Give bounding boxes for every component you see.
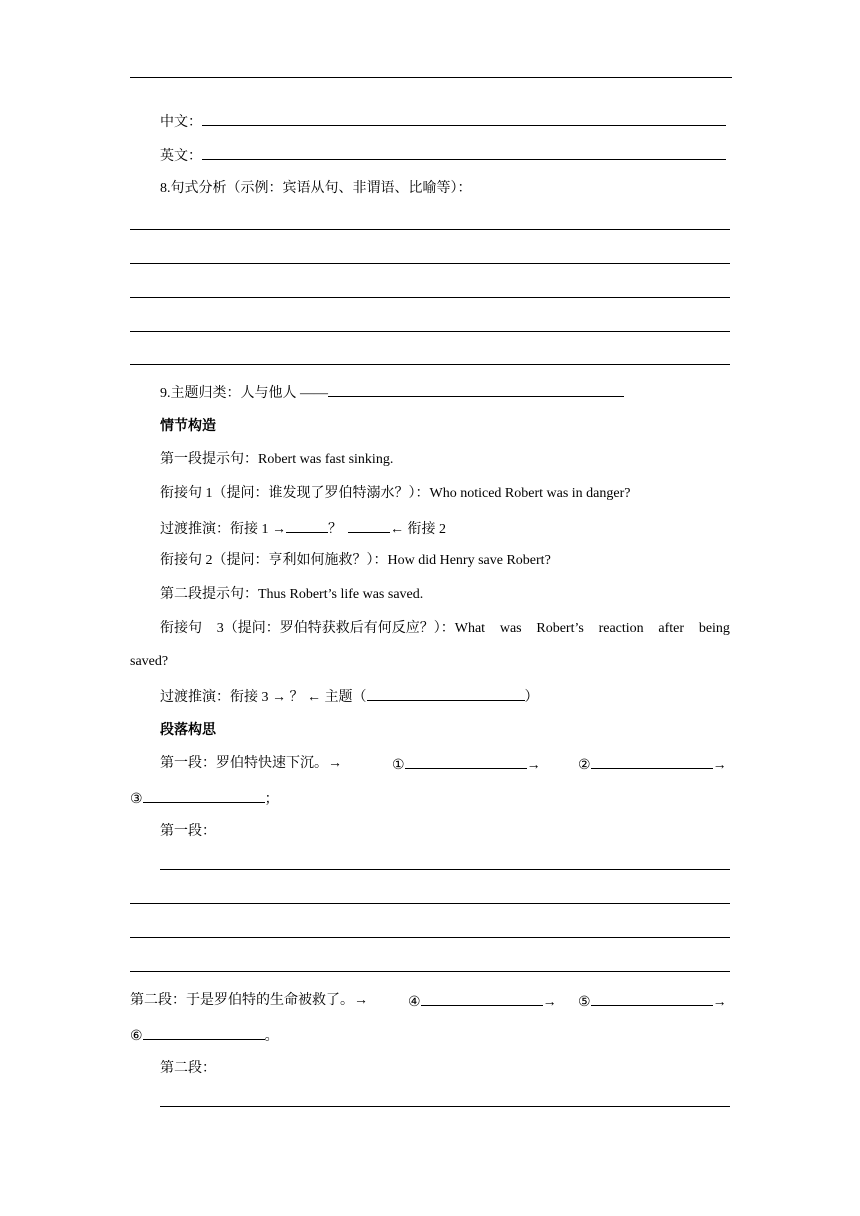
answer-rule[interactable] <box>130 263 730 264</box>
circle-3: ③ <box>130 792 143 807</box>
link-3-word: Robert’s <box>536 621 584 636</box>
flow-blank-5[interactable] <box>591 991 713 1006</box>
link-3-word: was <box>499 621 522 636</box>
paragraph-2-rule[interactable] <box>160 1106 730 1107</box>
circle-4: ④ → <box>408 991 557 1013</box>
circle-6: ⑥ <box>130 1029 143 1044</box>
transition-1-end: ← 衔接 2 <box>390 522 446 537</box>
link-3-word: reaction <box>598 621 644 636</box>
circle-5: ⑤ → <box>578 991 727 1013</box>
paragraph-1-rule[interactable] <box>130 937 730 938</box>
paragraph-1-flow <box>160 754 732 774</box>
flow-blank-6[interactable] <box>143 1025 265 1040</box>
arrow-icon: → <box>712 995 727 1010</box>
paragraph-2-prompt: 第二段提示句：Thus Robert’s life was saved. <box>160 587 424 602</box>
paragraph-1-prompt: 第一段提示句：Robert was fast sinking. <box>160 452 394 467</box>
answer-rule[interactable] <box>130 364 730 365</box>
plot-heading: 情节构造 <box>160 418 216 434</box>
paragraph-1-rule[interactable] <box>130 971 730 972</box>
chinese-blank[interactable] <box>202 111 726 126</box>
link-3-word: 衔接句 <box>160 621 202 636</box>
circle-2: ② → <box>578 754 727 776</box>
paragraph-2-flow-continued: ⑥ 。 <box>130 1025 279 1047</box>
circle-1: ① → <box>392 754 541 776</box>
link-sentence-3 <box>160 619 730 639</box>
transition-1-blank-b[interactable] <box>348 518 390 533</box>
paragraph-1-label: 第一段： <box>160 824 216 839</box>
arrow-icon: → <box>542 995 557 1010</box>
paragraph-2-flow-label: 第二段：于是罗伯特的生命被救了。→ <box>130 993 368 1008</box>
link-sentence-3-continued: saved? <box>130 654 169 669</box>
link-3-word: 3（提问：罗伯特获救后有何反应？）：What <box>216 621 486 636</box>
chinese-translation-line <box>160 111 726 133</box>
transition-1-blank-a[interactable] <box>286 518 328 533</box>
link-sentence-2: 衔接句 2（提问：亨利如何施救？）：How did Henry save Robert? <box>160 553 551 568</box>
transition-1-question: ？ <box>328 522 342 537</box>
transition-1-start: 过渡推演：衔接 1 → <box>160 522 286 537</box>
header-rule <box>130 77 732 78</box>
transition-2-theme-blank[interactable] <box>367 686 525 701</box>
paragraph-2-flow <box>130 991 732 1011</box>
english-translation-line <box>160 145 726 167</box>
theme-blank[interactable] <box>328 382 624 397</box>
flow-blank-3[interactable] <box>143 788 265 803</box>
answer-rule[interactable] <box>130 229 730 230</box>
paragraph-1-flow-label: 第一段：罗伯特快速下沉。→ <box>160 756 342 771</box>
flow-blank-4[interactable] <box>421 991 543 1006</box>
arrow-icon: → <box>712 758 727 773</box>
transition-2-start: 过渡推演：衔接 3 → ？ ← 主题（ <box>160 690 367 705</box>
transition-2-end: ） <box>524 690 539 705</box>
flow-blank-1[interactable] <box>405 754 527 769</box>
paragraph-1-rule[interactable] <box>130 903 730 904</box>
link-3-word: after <box>658 621 685 636</box>
arrow-icon: → <box>526 758 541 773</box>
english-blank[interactable] <box>202 145 726 160</box>
answer-rule[interactable] <box>130 331 730 332</box>
paragraph-1-rule[interactable] <box>160 869 730 870</box>
english-label: 英文： <box>160 149 202 164</box>
paragraph-2-label: 第二段： <box>160 1061 216 1076</box>
link-sentence-1: 衔接句 1（提问：谁发现了罗伯特溺水？）：Who noticed Robert was in danger? <box>160 486 631 501</box>
question-9-label: 9.主题归类：人与他人 —— <box>160 386 328 401</box>
question-8: 8.句式分析（示例：宾语从句、非谓语、比喻等）： <box>160 181 472 196</box>
transition-1 <box>160 518 446 540</box>
link-3-word: being <box>698 621 730 636</box>
transition-2 <box>160 686 539 708</box>
paragraph-plan-heading: 段落构思 <box>160 722 216 738</box>
question-9 <box>160 382 624 404</box>
answer-rule[interactable] <box>130 297 730 298</box>
flow-blank-2[interactable] <box>591 754 713 769</box>
chinese-label: 中文： <box>160 115 202 130</box>
paragraph-1-flow-continued: ③ ； <box>130 788 279 810</box>
